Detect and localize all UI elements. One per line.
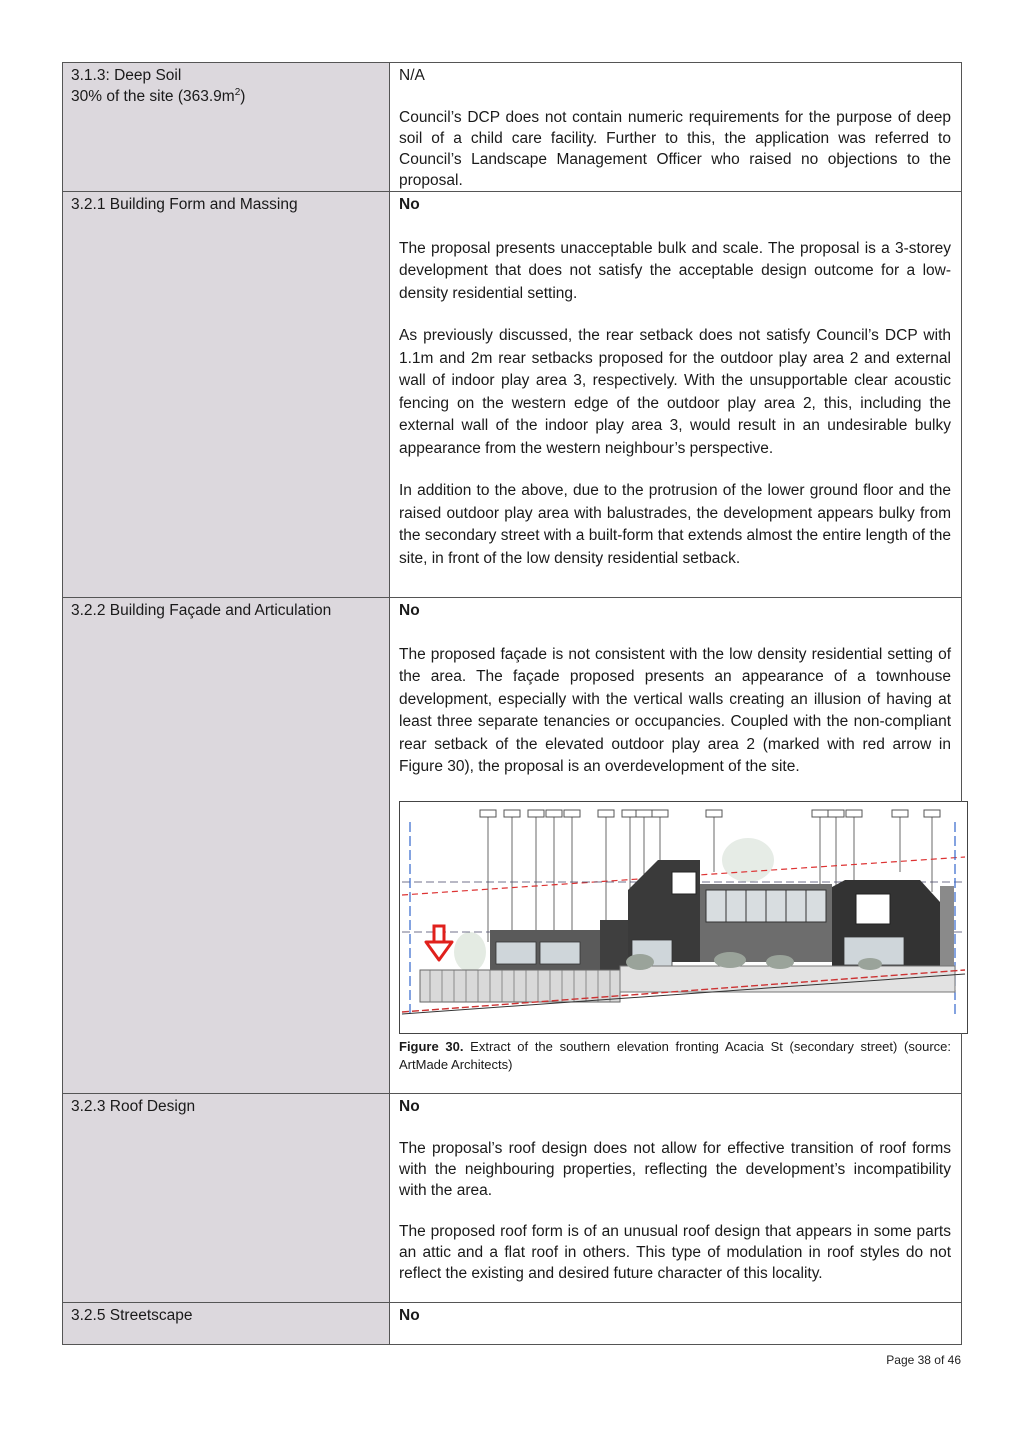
figure-caption: Figure 30. Extract of the southern elevation fronting Acacia St (secondary street) (source: ArtMade Architects) [399, 1038, 951, 1072]
assessment-paragraph: In addition to the above, due to the protrusion of the lower ground floor and the raised outdoor play area with balustrades, the development appears bulky from the secondary street with a built-form that extends almost the entire length of the site, in front of the low density residential setback. [399, 482, 951, 567]
criterion-label [63, 63, 390, 192]
table-row [63, 63, 962, 192]
assessment-paragraph: The proposed roof form is of an unusual roof design that appears in some parts an attic and a flat roof in others. This type of modulation in roof styles do not reflect the existing and desired future character of this locality. [399, 1223, 951, 1282]
criterion-title: 3.1.3: Deep Soil [71, 67, 182, 84]
criterion-assessment [390, 63, 962, 192]
criterion-label: 3.2.1 Building Form and Massing [63, 192, 390, 598]
compliance-result: No [399, 602, 420, 619]
assessment-paragraph: The proposal presents unacceptable bulk and scale. The proposal is a 3-storey development that does not satisfy the acceptable design outcome for a low-density residential setting. [399, 239, 951, 302]
criterion-assessment [390, 598, 962, 1094]
table-row [63, 1094, 962, 1303]
table-row [63, 192, 962, 598]
page-number: Page 38 of 46 [886, 1353, 961, 1367]
table-row [63, 598, 962, 1094]
assessment-paragraph: The proposal’s roof design does not allow for effective transition of roof forms with the neighbouring properties, reflecting the development’s incompatibility with the area. [399, 1140, 951, 1199]
criterion-assessment [390, 1094, 962, 1303]
criterion-label: 3.2.5 Streetscape [63, 1303, 390, 1345]
criterion-assessment [390, 1303, 962, 1345]
assessment-paragraph: Council’s DCP does not contain numeric requirements for the purpose of deep soil of a child care facility. Further to this, the application was referred to Council’s Landscape Management Officer who raised no objections to the proposal. [399, 109, 951, 189]
elevation-drawing-svg [400, 802, 967, 1033]
criterion-subtitle: 30% of the site $(363.9m^2)$ [71, 86, 246, 105]
criterion-assessment [390, 192, 962, 598]
table-row [63, 1303, 962, 1345]
compliance-result: N/A [399, 67, 425, 84]
compliance-result: No [399, 1307, 420, 1324]
criterion-label: 3.2.3 Roof Design [63, 1094, 390, 1303]
assessment-table [62, 62, 962, 1345]
compliance-result: No [399, 196, 420, 213]
compliance-result: No [399, 1098, 420, 1115]
elevation-drawing [399, 801, 968, 1034]
assessment-paragraph: The proposed façade is not consistent with the low density residential setting of the area. The façade proposed presents an appearance of a townhouse development, especially with the vertical walls creating an illusion of having at least three separate tenancies or occupancies. Coupled with the non-compliant rear setback of the elevated outdoor play area 2 (marked with red arrow in Figure 30), the proposal is an overdevelopment of the site. [399, 645, 951, 775]
criterion-label: 3.2.2 Building Façade and Articulation [63, 598, 390, 1094]
assessment-paragraph: As previously discussed, the rear setback does not satisfy Council’s DCP with 1.1m and 2m rear setbacks proposed for the outdoor play area 2 and external wall of indoor play area 3, respectively. With the unsupportable clear acoustic fencing on the western edge of the outdoor play area 2, this, including the external wall of the indoor play area 3, would result in an undesirable bulky appearance from the western neighbour’s perspective. [399, 327, 951, 457]
